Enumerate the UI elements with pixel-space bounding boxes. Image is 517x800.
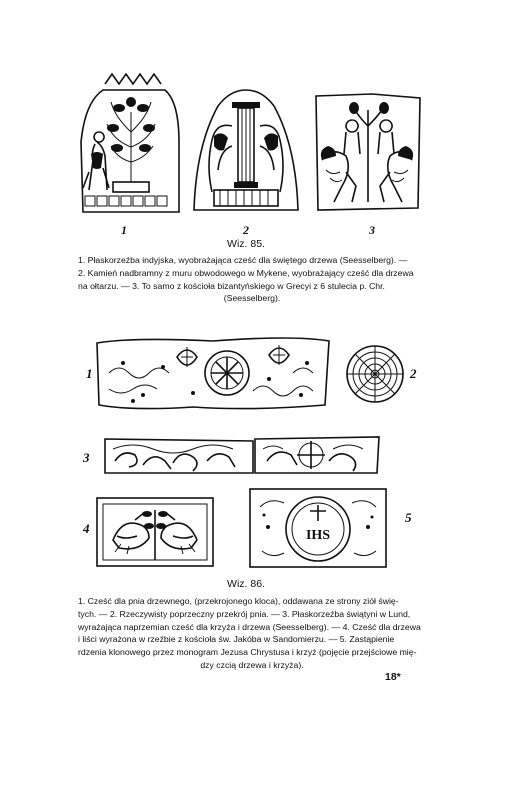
fig86-caption-line-4: i liści wyrażona w rzeźbie z kościoła św. Jakóba w Sandomierzu. — 5. Zastąpienie (78, 634, 395, 645)
fig85-caption-line-4: (Seesselberg). (223, 293, 281, 304)
fig86-caption-line-5: rdzenia klonowego przez monogram Jezusa Chrystusa i krzyż (pojęcie przejściowe mię- (78, 647, 417, 658)
fig85-caption-line-3: na ołtarzu. — 3. To samo z kościoła bizantyńskiego w Grecyi z 6 stulecia p. Chr. (78, 280, 385, 291)
fig86-caption-line-3: wyrażająca naprzemian cześć dla krzyża i drzewa (Seesselberg). — 4. Cześć dla drzewa (78, 621, 421, 632)
fig85-panel2-drawing (190, 86, 302, 216)
fig86-caption (78, 595, 426, 672)
fig85-panel1-drawing (75, 72, 185, 217)
fig85-panel3-drawing (312, 90, 424, 215)
fig86-panel3-drawing (103, 435, 381, 477)
fig85-label: Wiz. 85. (227, 238, 265, 250)
fig86-panel-number-1: 1 (86, 366, 93, 381)
fig86-panel4-drawing (95, 496, 215, 568)
fig86-label: Wiz. 86. (227, 578, 265, 590)
fig86-panel2-drawing (345, 344, 405, 404)
fig86-panel-number-3: 3 (83, 450, 90, 465)
fig85-caption-line-2: 2. Kamień nadbramny z muru obwodowego w Mykene, wyobrażający cześć dla drzewa (78, 267, 414, 278)
page-number: 18* (385, 671, 401, 683)
fig85-panel-number-3: 3 (369, 223, 375, 237)
fig86-panel-number-5: 5 (405, 510, 412, 525)
fig85-caption (78, 254, 426, 305)
fig86-panel5-monogram: IHS (305, 528, 331, 543)
fig86-panel-number-4: 4 (83, 521, 90, 536)
fig86-panel5-drawing (248, 487, 388, 569)
fig85-caption-line-1: 1. Płaskorzeźba indyjska, wyobrażająca cześć dla świętego drzewa (Seesselberg). — (78, 255, 408, 265)
fig86-panel1-drawing (93, 333, 333, 413)
fig86-caption-line-2: tych. — 2. Rzeczywisty poprzeczny przekrój pnia. — 3. Płaskorzeźba świątyni w Lund, (78, 608, 411, 619)
fig86-caption-line-1: 1. Cześć dla pnia drzewnego, (przekrojonego kloca), oddawana ze strony ziół świę- (78, 596, 399, 606)
fig86-caption-line-6: dzy czcią drzewa i krzyża). (200, 659, 304, 670)
fig85-panel-number-2: 2 (243, 223, 249, 237)
fig86-panel-number-2: 2 (410, 366, 417, 381)
fig85-panel-number-1: 1 (121, 223, 127, 237)
